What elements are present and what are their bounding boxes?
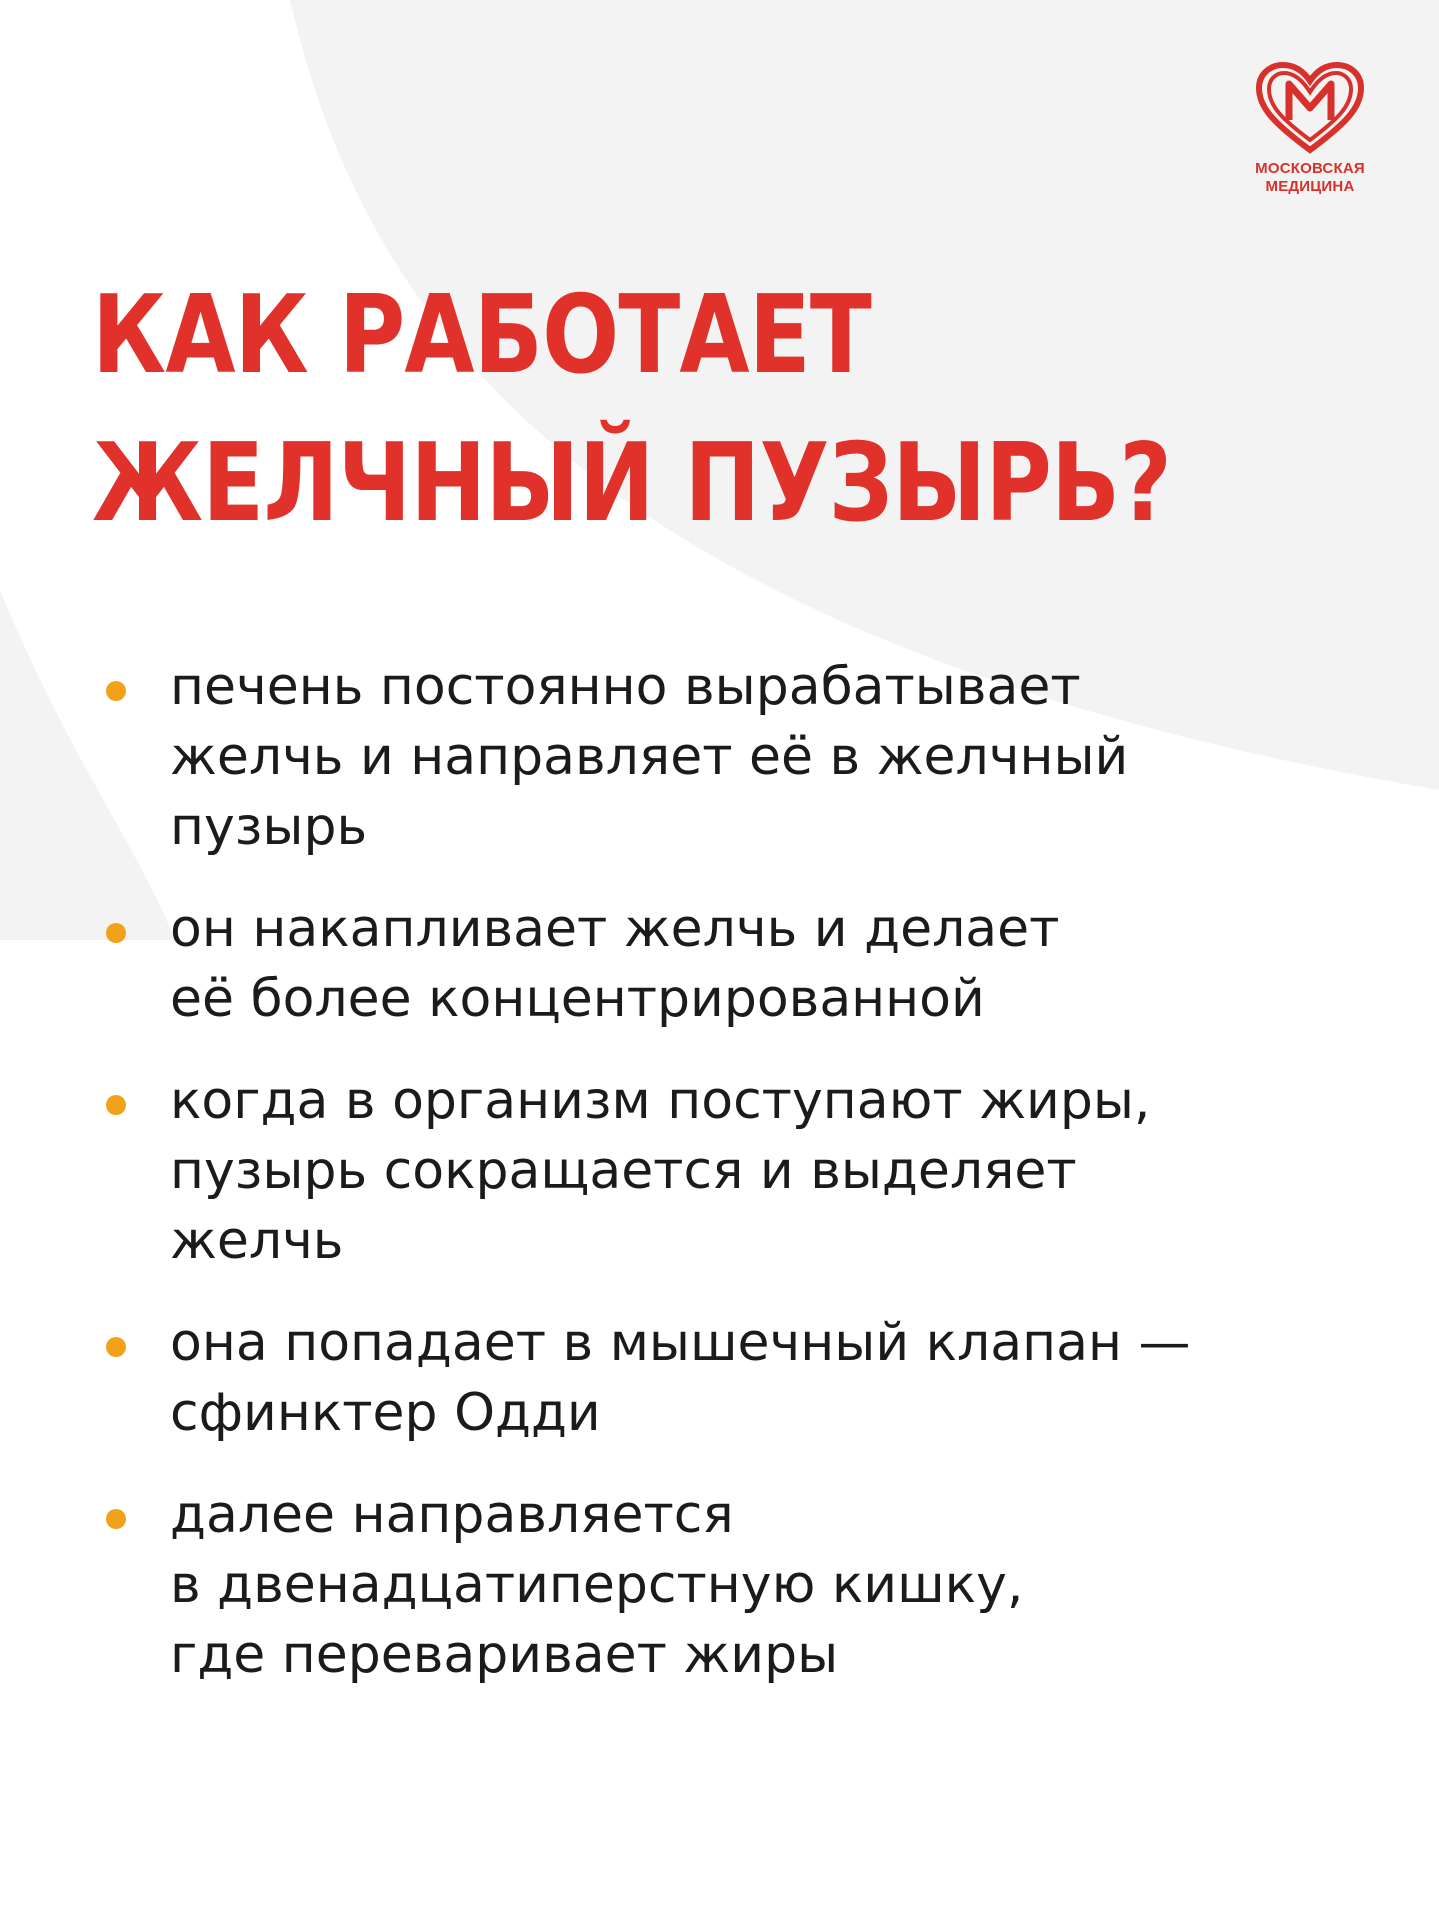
bullet-dot-icon — [106, 1337, 126, 1357]
list-item-line: она попадает в мышечный клапан — — [170, 1313, 1191, 1373]
bullet-list — [100, 652, 1340, 1722]
list-item — [100, 1066, 1340, 1276]
list-item-line: когда в организм поступают жиры, — [170, 1071, 1151, 1131]
page-title — [92, 262, 1171, 558]
bullet-dot-icon — [106, 1509, 126, 1529]
list-item-line: далее направляется — [170, 1485, 734, 1545]
list-item-line: он накапливает желчь и делает — [170, 899, 1060, 959]
list-item-line: сфинктер Одди — [170, 1383, 601, 1443]
list-item — [100, 894, 1340, 1034]
bullet-dot-icon — [106, 1095, 126, 1115]
list-item-line: её более концентрированной — [170, 969, 985, 1029]
logo-text — [1245, 160, 1375, 196]
list-item — [100, 652, 1340, 862]
brand-logo — [1245, 62, 1375, 196]
logo-text-line2: МЕДИЦИНА — [1265, 178, 1355, 195]
list-item-line: печень постоянно вырабатывает — [170, 657, 1081, 717]
bullet-dot-icon — [106, 681, 126, 701]
bullet-dot-icon — [106, 923, 126, 943]
list-item-line: пузырь — [170, 797, 368, 857]
title-line-2: ЖЕЛЧНЫЙ ПУЗЫРЬ? — [92, 421, 1172, 546]
logo-text-line1: МОСКОВСКАЯ — [1255, 160, 1365, 177]
list-item-line: пузырь сокращается и выделяет — [170, 1141, 1077, 1201]
list-item — [100, 1308, 1340, 1448]
title-line-1: КАК РАБОТАЕТ — [92, 273, 871, 398]
list-item-line: в двенадцатиперстную кишку, — [170, 1555, 1024, 1615]
list-item-line: где переваривает жиры — [170, 1625, 839, 1685]
list-item-line: желчь и направляет её в желчный — [170, 727, 1129, 787]
list-item — [100, 1480, 1340, 1690]
list-item-line: желчь — [170, 1211, 344, 1271]
heart-m-logo-icon — [1255, 62, 1365, 154]
